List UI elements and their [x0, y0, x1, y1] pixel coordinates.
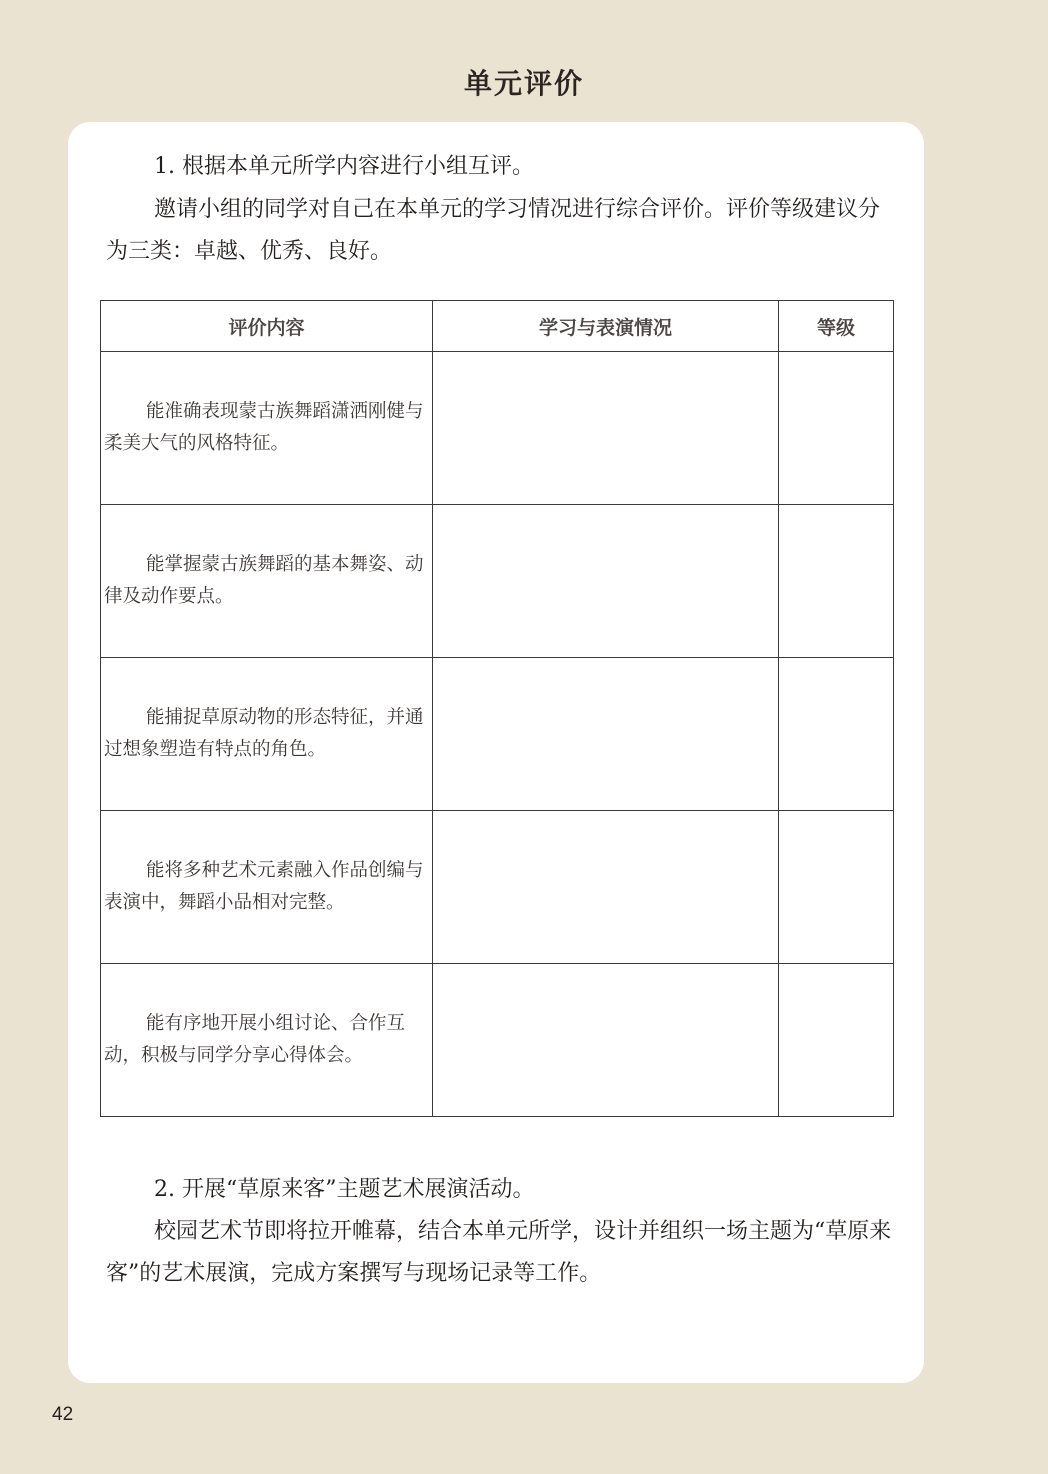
table-row	[101, 352, 894, 505]
criterion-cell	[101, 658, 433, 811]
criterion-text: 能将多种艺术元素融入作品创编与表演中，舞蹈小品相对完整。	[104, 860, 424, 913]
table-row	[101, 964, 894, 1117]
performance-cell[interactable]	[433, 505, 779, 658]
table-row	[101, 658, 894, 811]
grade-cell[interactable]	[779, 352, 894, 505]
criterion-cell	[101, 811, 433, 964]
grade-cell[interactable]	[779, 964, 894, 1117]
evaluation-table	[100, 300, 894, 1117]
section-2-heading: 2. 开展“草原来客”主题艺术展演活动。	[154, 1177, 535, 1202]
table-row	[101, 505, 894, 658]
header-performance: 学习与表演情况	[433, 301, 779, 352]
performance-cell[interactable]	[433, 811, 779, 964]
page-number: 42	[52, 1404, 74, 1425]
grade-cell[interactable]	[779, 811, 894, 964]
header-criteria: 评价内容	[101, 301, 433, 352]
criterion-cell	[101, 964, 433, 1117]
criterion-cell	[101, 505, 433, 658]
header-grade: 等级	[779, 301, 894, 352]
criterion-text: 能准确表现蒙古族舞蹈潇洒刚健与柔美大气的风格特征。	[104, 401, 424, 454]
criterion-cell	[101, 352, 433, 505]
table-row	[101, 811, 894, 964]
page-title: 单元评价	[463, 67, 584, 100]
criterion-text: 能掌握蒙古族舞蹈的基本舞姿、动律及动作要点。	[104, 554, 424, 607]
grade-cell[interactable]	[779, 505, 894, 658]
performance-cell[interactable]	[433, 658, 779, 811]
section-2-body: 校园艺术节即将拉开帷幕，结合本单元所学，设计并组织一场主题为“草原来客”的艺术展演，完成方案撰写与现场记录等工作。	[106, 1219, 892, 1286]
performance-cell[interactable]	[433, 964, 779, 1117]
table-header-row	[101, 301, 894, 352]
criterion-text: 能捕捉草原动物的形态特征，并通过想象塑造有特点的角色。	[104, 707, 424, 760]
performance-cell[interactable]	[433, 352, 779, 505]
grade-cell[interactable]	[779, 658, 894, 811]
criterion-text: 能有序地开展小组讨论、合作互动，积极与同学分享心得体会。	[104, 1013, 406, 1066]
section-1-heading: 1. 根据本单元所学内容进行小组互评。	[154, 154, 534, 179]
section-1-body: 邀请小组的同学对自己在本单元的学习情况进行综合评价。评价等级建议分为三类：卓越、优秀、良好。	[106, 197, 881, 264]
